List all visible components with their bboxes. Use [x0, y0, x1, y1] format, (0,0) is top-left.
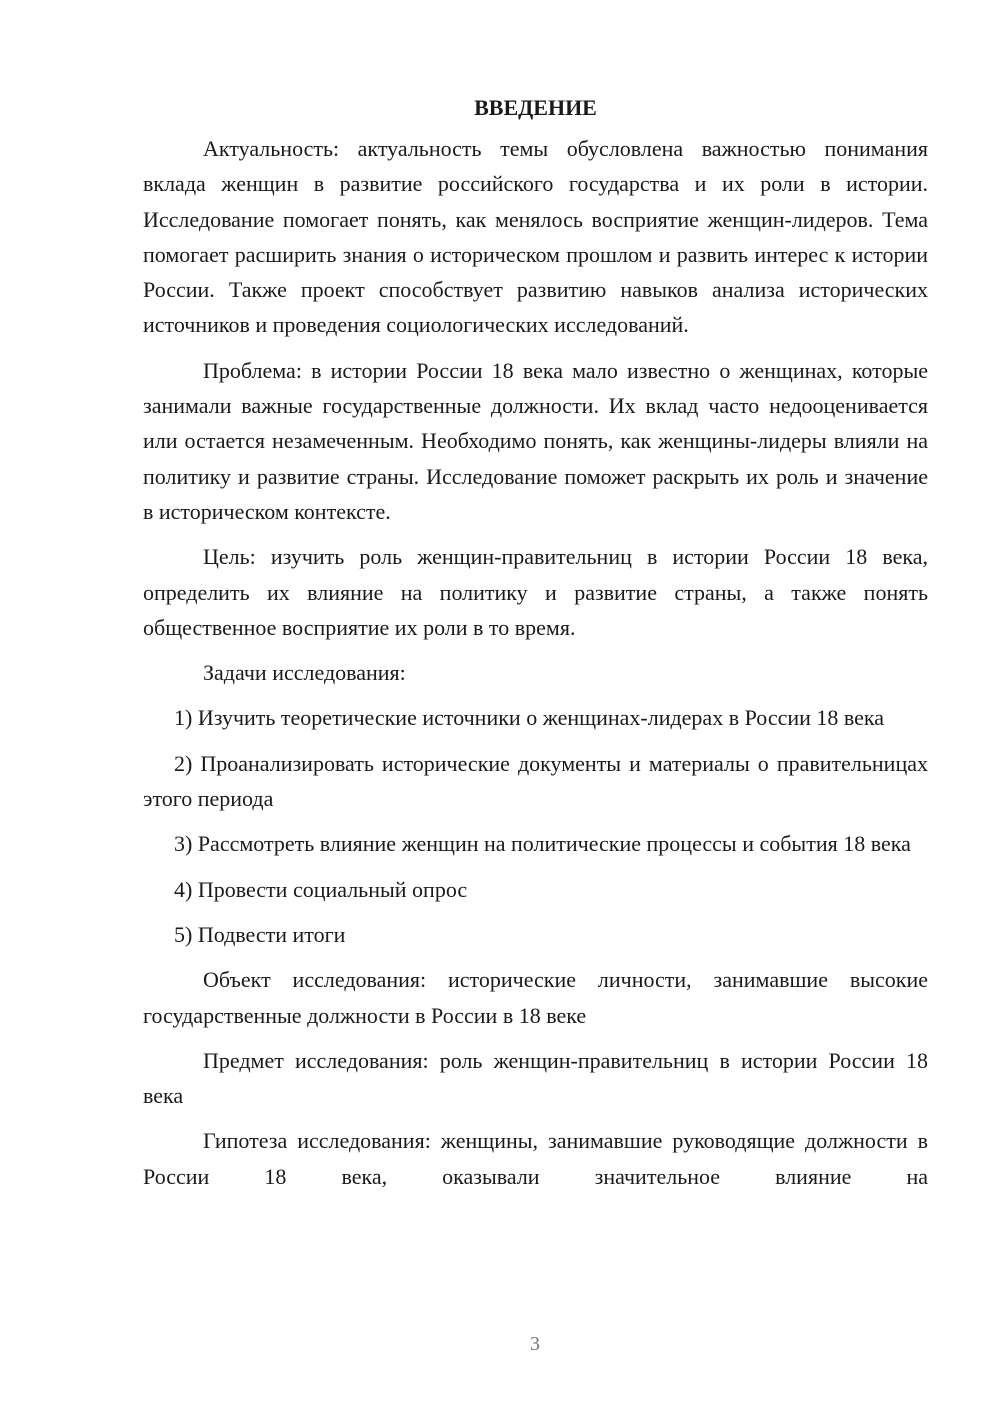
- relevance-paragraph: Актуальность: актуальность темы обусловлена важностью понимания вклада женщин в развитие российского государства и их роли в истории. Исследование помогает понять, как менялось восприятие женщин-лидеров. Тема помогает расширить знания о историческом прошлом и развить интерес к истории России. Также проект способствует развитию навыков анализа исторических источников и проведения социологических исследований.: [143, 136, 928, 338]
- hypothesis-paragraph: Гипотеза исследования: женщины, занимавшие руководящие должности в России 18 века, оказывали значительное влияние на: [143, 1128, 928, 1189]
- subject-paragraph: Предмет исследования: роль женщин-правительниц в истории России 18 века: [143, 1047, 928, 1109]
- tasks-heading: Задачи исследования:: [203, 660, 406, 686]
- document-page: [143, 90, 928, 1194]
- task-item: 5) Подвести итоги: [174, 921, 346, 947]
- task-item: 4) Провести социальный опрос: [174, 876, 468, 902]
- goal-paragraph: Цель: изучить роль женщин-правительниц в истории России 18 века, определить их влияние на политику и развитие страны, а также понять общественное восприятие их роли в то время.: [143, 544, 928, 640]
- section-title: ВВЕДЕНИЕ: [474, 95, 597, 120]
- problem-paragraph: Проблема: в истории России 18 века мало известно о женщинах, которые занимали важные государственные должности. Их вклад часто недооценивается или остается незамеченным. Необходимо понять, как женщины-лидеры влияли на политику и развитие страны. Исследование поможет раскрыть их роль и значение в историческом контексте.: [143, 357, 928, 524]
- task-item: 2) Проанализировать исторические документы и материалы о правительницах этого периода: [143, 750, 928, 812]
- object-paragraph: Объект исследования: исторические личности, занимавшие высокие государственные должности в России в 18 веке: [143, 967, 928, 1028]
- task-item: 3) Рассмотреть влияние женщин на политические процессы и события 18 века: [174, 831, 911, 857]
- task-item: 1) Изучить теоретические источники о женщинах-лидерах в России 18 века: [174, 705, 885, 731]
- page-number: 3: [530, 1333, 540, 1355]
